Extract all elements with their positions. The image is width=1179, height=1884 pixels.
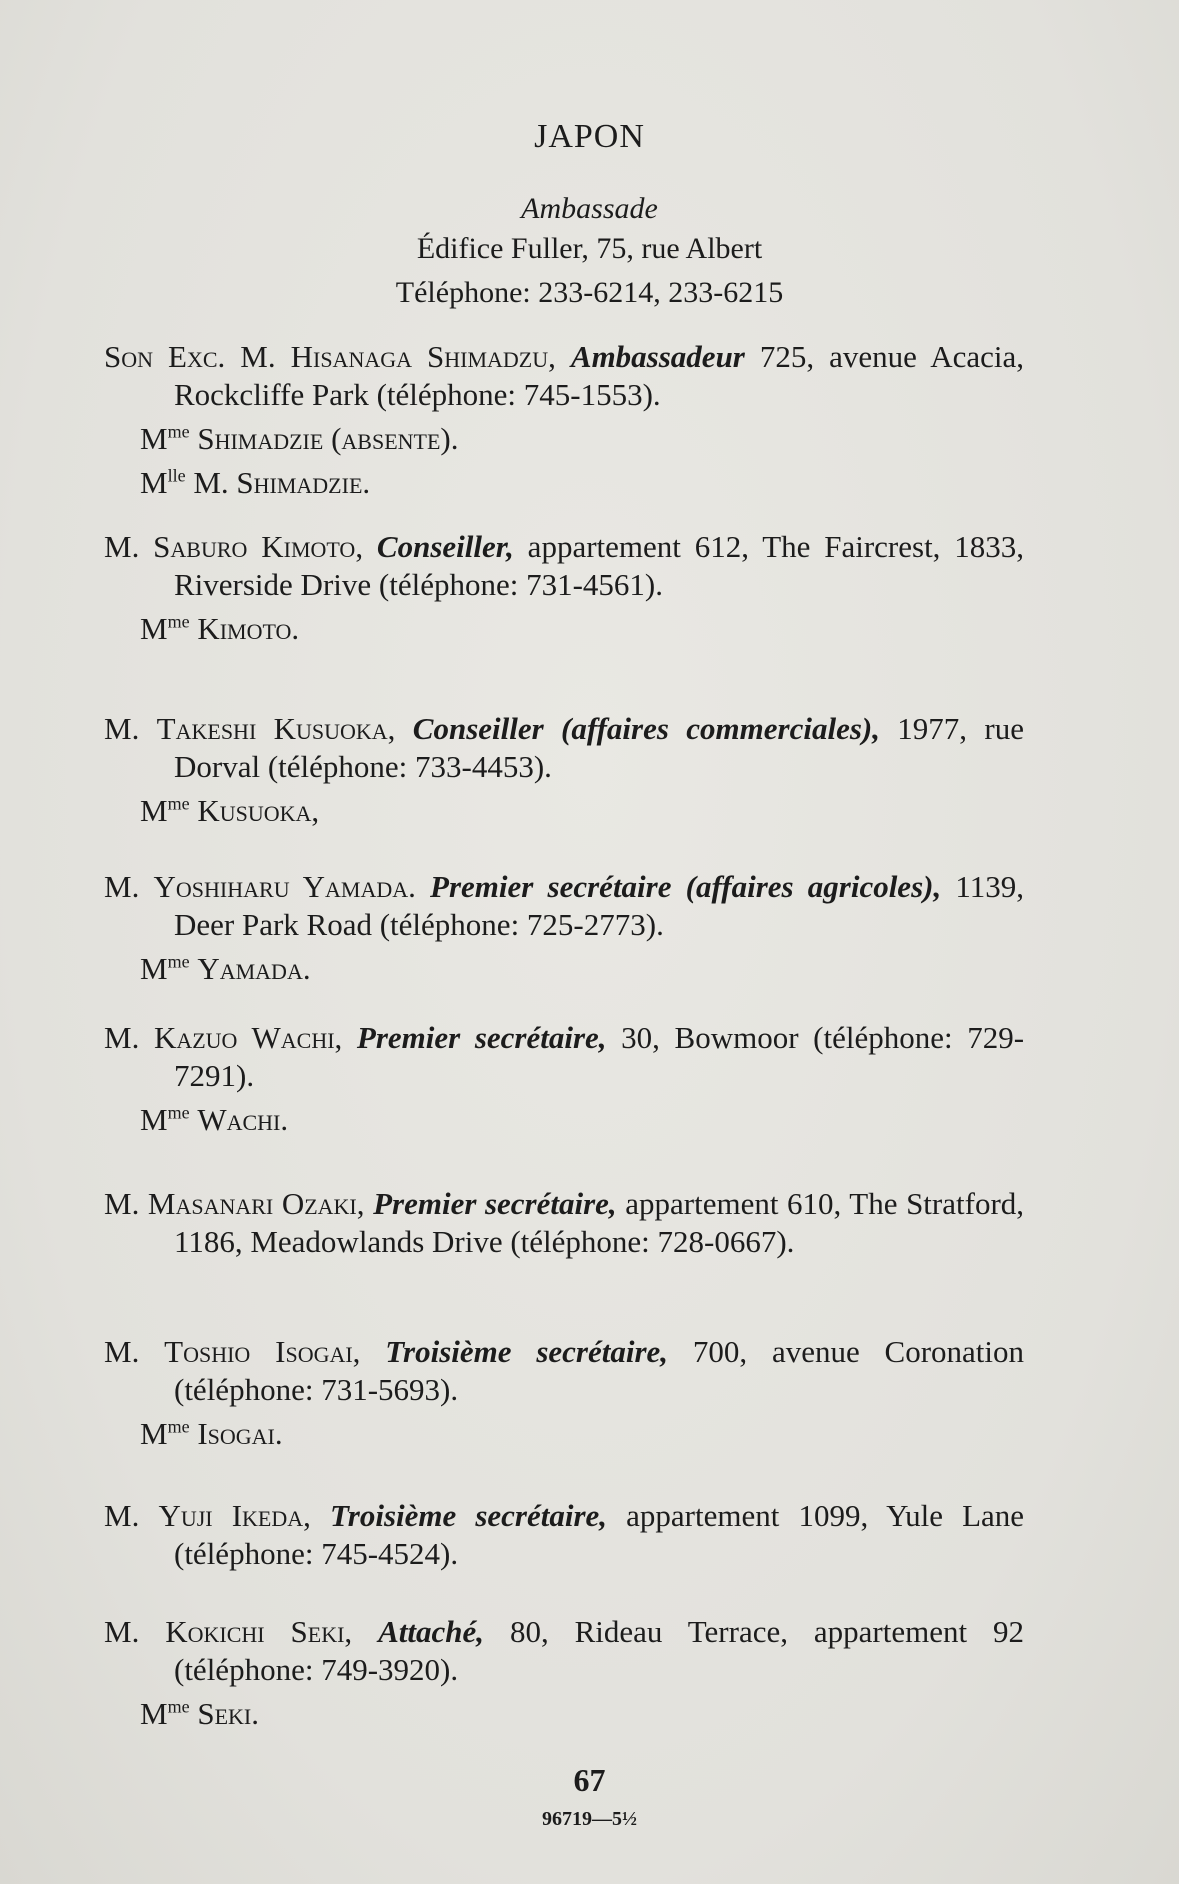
entry-main-text xyxy=(104,1185,1024,1261)
entry-prefix: M. xyxy=(104,529,140,564)
spouse-line xyxy=(104,1695,1024,1733)
entry-title: Attaché, xyxy=(378,1614,485,1649)
entry-details: appartement 1099, Yule Lane (téléphone: 745-4524). xyxy=(174,1498,1025,1571)
spouse-name: Isogai. xyxy=(197,1416,283,1451)
entry-details: appartement 612, The Faircrest, 1833, Riverside Drive (téléphone: 731-4561). xyxy=(174,529,1025,602)
page-number: 67 xyxy=(573,1762,606,1798)
spouse-name: M. Shimadzie. xyxy=(193,465,371,500)
staff-entry xyxy=(104,1019,1024,1139)
spouse-name: Seki. xyxy=(197,1696,259,1731)
entry-details: 1977, rue Dorval (téléphone: 733-4453). xyxy=(174,711,1024,784)
spouse-honorific: M xyxy=(140,1416,168,1451)
staff-entry xyxy=(104,710,1024,830)
spouse-line xyxy=(104,610,1024,648)
entry-details: 1139, Deer Park Road (téléphone: 725-2773). xyxy=(174,869,1024,942)
entry-details: appartement 610, The Stratford, 1186, Meadowlands Drive (téléphone: 728-0667). xyxy=(174,1186,1025,1259)
spouse-line xyxy=(104,1415,1024,1453)
spouse-honorific: M xyxy=(140,1102,168,1137)
entry-name: Toshio Isogai, xyxy=(164,1334,361,1369)
entry-main-text xyxy=(104,1333,1024,1409)
spouse-honorific: M xyxy=(140,793,168,828)
entry-name: Kokichi Seki, xyxy=(165,1614,353,1649)
spouse-name: Kimoto. xyxy=(197,611,300,646)
spouse-honorific-superscript: me xyxy=(167,793,190,814)
spouse-line xyxy=(104,1101,1024,1139)
spouse-name: Wachi. xyxy=(197,1102,289,1137)
entry-main-text xyxy=(104,868,1024,944)
staff-entry xyxy=(104,528,1024,648)
entry-title: Premier secrétaire, xyxy=(373,1186,617,1221)
spouse-honorific: M xyxy=(140,611,168,646)
entry-prefix: M. xyxy=(104,1334,140,1369)
entry-name: Yoshiharu Yamada. xyxy=(153,869,416,904)
entry-name: Takeshi Kusuoka, xyxy=(156,711,396,746)
entry-name: Kazuo Wachi, xyxy=(153,1020,343,1055)
print-code: 96719—5½ xyxy=(542,1808,637,1830)
entry-title: Ambassadeur xyxy=(570,339,745,374)
spouse-honorific-superscript: me xyxy=(167,1696,190,1717)
spouse-honorific: M xyxy=(140,465,168,500)
entry-title: Premier secrétaire, xyxy=(356,1020,607,1055)
entry-title: Premier secrétaire (affaires agricoles), xyxy=(430,869,942,904)
spouse-line xyxy=(104,420,1024,458)
entry-main-text xyxy=(104,1497,1024,1573)
spouse-honorific-superscript: me xyxy=(167,1102,190,1123)
spouse-line xyxy=(104,464,1024,502)
spouse-honorific: M xyxy=(140,951,168,986)
staff-entry xyxy=(104,1613,1024,1733)
entry-main-text xyxy=(104,1019,1024,1095)
spouse-name: Kusuoka, xyxy=(197,793,320,828)
spouse-honorific-superscript: me xyxy=(167,421,190,442)
staff-entry xyxy=(104,1497,1024,1573)
entry-title: Troisième secrétaire, xyxy=(385,1334,669,1369)
spouse-name: Shimadzie (absente). xyxy=(197,421,459,456)
spouse-honorific-superscript: me xyxy=(167,611,190,632)
staff-entry xyxy=(104,1185,1024,1261)
entry-prefix: M. xyxy=(104,711,140,746)
spouse-line xyxy=(104,792,1024,830)
spouse-honorific-superscript: me xyxy=(167,1416,190,1437)
entry-prefix: M. xyxy=(104,1614,140,1649)
entry-main-text xyxy=(104,528,1024,604)
entry-details: 725, avenue Acacia, Rockcliffe Park (téléphone: 745-1553). xyxy=(174,339,1025,412)
staff-entry xyxy=(104,338,1024,502)
entry-prefix: M. xyxy=(104,1498,140,1533)
country-heading: JAPON xyxy=(534,118,645,155)
entry-name: Saburo Kimoto, xyxy=(153,529,364,564)
entry-details: 80, Rideau Terrace, appartement 92 (téléphone: 749-3920). xyxy=(174,1614,1025,1687)
spouse-honorific: M xyxy=(140,421,168,456)
spouse-name: Yamada. xyxy=(197,951,311,986)
entry-name: Hisanaga Shimadzu, xyxy=(290,339,556,374)
spouse-line xyxy=(104,950,1024,988)
entry-prefix: M. xyxy=(104,869,140,904)
embassy-address: Édifice Fuller, 75, rue Albert xyxy=(416,232,763,265)
entry-prefix: Son Exc. M. xyxy=(104,339,276,374)
staff-entry xyxy=(104,1333,1024,1453)
entry-details: 700, avenue Coronation (téléphone: 731-5693). xyxy=(174,1334,1025,1407)
embassy-phone: Téléphone: 233-6214, 233-6215 xyxy=(395,276,784,309)
entry-name: Masanari Ozaki, xyxy=(147,1186,365,1221)
spouse-honorific-superscript: lle xyxy=(167,465,186,486)
spouse-honorific-superscript: me xyxy=(167,951,190,972)
entry-title: Troisième secrétaire, xyxy=(329,1498,608,1533)
spouse-honorific: M xyxy=(140,1696,168,1731)
entry-prefix: M. xyxy=(104,1020,140,1055)
entry-main-text xyxy=(104,338,1024,414)
staff-entry xyxy=(104,868,1024,988)
entry-details: 30, Bowmoor (téléphone: 729-7291). xyxy=(174,1020,1025,1093)
entry-name: Yuji Ikeda, xyxy=(158,1498,311,1533)
entry-main-text xyxy=(104,710,1024,786)
entry-main-text xyxy=(104,1613,1024,1689)
embassy-subtitle: Ambassade xyxy=(521,192,658,225)
entry-title: Conseiller (affaires commerciales), xyxy=(412,711,880,746)
entry-title: Conseiller, xyxy=(376,529,514,564)
entry-prefix: M. xyxy=(104,1186,140,1221)
